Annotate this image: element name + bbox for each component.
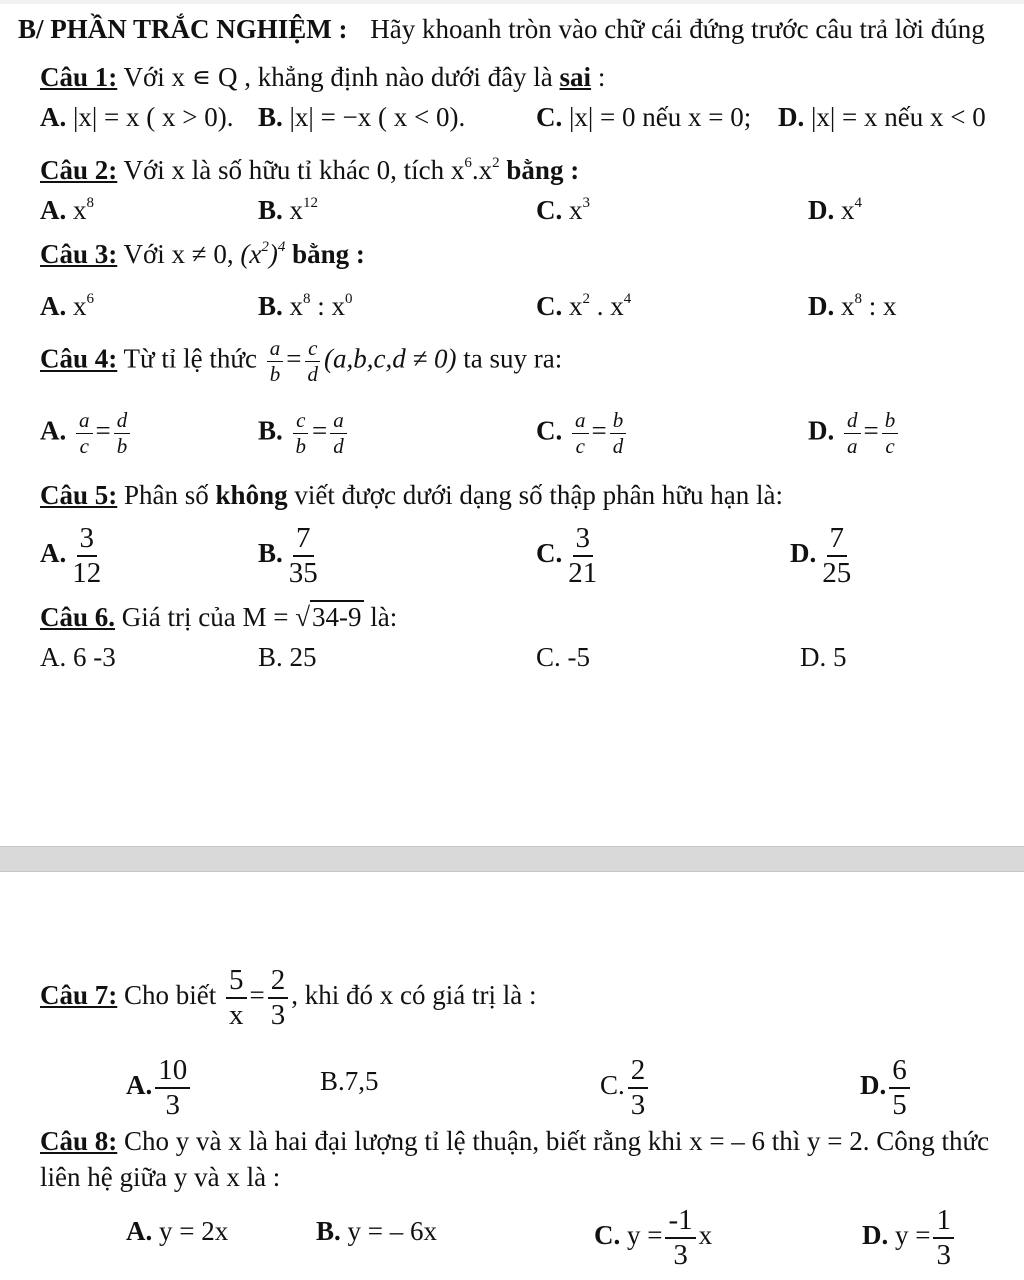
option-letter: A. — [40, 415, 67, 446]
question-text-end: bằng : — [292, 239, 365, 269]
page-divider — [0, 846, 1024, 872]
q7-option-a[interactable] — [126, 1056, 193, 1120]
q5-option-b[interactable] — [258, 524, 324, 588]
question-text: Từ tỉ lệ thức — [123, 343, 258, 374]
question-label: Câu 4: — [40, 343, 118, 374]
fraction: $\frac{a}{c}$ — [572, 410, 589, 457]
q8-option-d[interactable]: D. y = $\frac{1}{3}$ — [862, 1206, 957, 1270]
option-letter: C. — [536, 102, 563, 132]
q6-option-c[interactable] — [536, 640, 590, 674]
option-letter: C. — [536, 195, 563, 225]
option-letter: B. — [258, 642, 283, 672]
q7-option-c[interactable] — [600, 1056, 651, 1120]
question-text-end: viết được dưới dạng số thập phân hữu hạn là: — [294, 480, 783, 510]
condition: (a,b,c,d ≠ 0) — [324, 343, 457, 374]
q3-option-c[interactable]: C. $x^2$ . $x^4$ — [536, 291, 632, 321]
fraction: $\frac{6}{5}$ — [889, 1056, 910, 1120]
question-1 — [40, 60, 605, 94]
question-text: Phân số — [124, 480, 209, 510]
fraction: $\frac{7}{25}$ — [822, 522, 852, 589]
q3-option-a[interactable]: A. $x^6$ — [40, 291, 94, 321]
question-4: Câu 4: Từ tỉ lệ thức $\frac{a}{b}$ = $\frac{c}{d}$ (a,b,c,d ≠ 0) ta suy ra: — [40, 336, 563, 386]
q5-option-c[interactable] — [536, 524, 603, 588]
q7-option-d[interactable] — [860, 1056, 913, 1120]
option-text: y = – 6x — [347, 1216, 437, 1246]
scan-edge — [0, 0, 1024, 4]
option-text: |x| = −x ( x < 0). — [289, 102, 466, 132]
question-emphasis: không — [215, 480, 288, 510]
q2-option-c[interactable]: C. $x^3$ — [536, 195, 590, 225]
option-letter: C. — [536, 538, 563, 569]
question-label: Câu 1: — [40, 62, 118, 92]
q1-option-c[interactable] — [536, 100, 751, 134]
option-letter: B. — [320, 1066, 345, 1096]
question-text-end: là: — [370, 602, 398, 632]
option-letter: B. — [258, 415, 283, 446]
option-letter: B. — [258, 291, 283, 321]
question-text-end: liên hệ giữa y và x là : — [40, 1162, 281, 1192]
question-text: Cho biết — [124, 980, 217, 1011]
fraction: $\frac{1}{3}$ — [933, 1206, 954, 1270]
q6-option-a[interactable] — [40, 640, 116, 674]
question-label: Câu 7: — [40, 980, 118, 1011]
option-text: |x| = x ( x > 0). — [73, 102, 234, 132]
question-label: Câu 3: — [40, 239, 118, 269]
option-letter: D. — [808, 195, 835, 225]
option-text: |x| = x nếu x < 0 — [811, 102, 986, 132]
q4-option-b[interactable]: B. $\frac{c}{b}$ = $\frac{a}{d}$ — [258, 410, 350, 457]
option-letter: A. — [126, 1216, 153, 1246]
q2-option-a[interactable]: A. $x^8$ — [40, 195, 94, 225]
q2-option-d[interactable]: D. $x^4$ — [808, 195, 862, 225]
fraction: $\frac{a}{d}$ — [330, 410, 347, 457]
q6-option-d[interactable] — [800, 640, 847, 674]
fraction: $\frac{b}{d}$ — [610, 410, 627, 457]
option-letter: C. — [594, 1220, 621, 1251]
option-letter: D. — [862, 1220, 889, 1251]
q4-option-d[interactable]: D. $\frac{d}{a}$ = $\frac{b}{c}$ — [808, 410, 901, 457]
q1-option-d[interactable] — [778, 100, 986, 134]
fraction: $\frac{b}{c}$ — [882, 410, 899, 457]
section-header — [18, 12, 985, 46]
option-letter: B. — [258, 195, 283, 225]
option-letter: A. — [40, 195, 67, 225]
q8-option-b[interactable] — [316, 1214, 437, 1248]
question-8-line-2 — [40, 1160, 280, 1194]
option-text: y = 2x — [159, 1216, 229, 1246]
question-emphasis: sai — [559, 62, 592, 92]
power-expr: $(x^2)^4$ — [240, 239, 286, 269]
fraction: $\frac{d}{a}$ — [844, 410, 861, 457]
question-text: Với x ≠ 0, — [123, 239, 234, 269]
option-text: |x| = 0 nếu x = 0; — [569, 102, 752, 132]
q3-option-d[interactable]: D. $x^8$ : x — [808, 291, 897, 321]
option-text: 5 — [833, 642, 847, 672]
question-text-end: bằng : — [506, 155, 580, 185]
option-letter: C. — [600, 1070, 625, 1101]
instruction: Hãy khoanh tròn vào chữ cái đứng trước câu trả lời đúng — [370, 14, 985, 44]
fraction: $\frac{a}{c}$ — [76, 410, 93, 457]
q5-option-a[interactable] — [40, 524, 107, 588]
question-text: Với x là số hữu tỉ khác 0, tích — [123, 155, 445, 185]
option-letter: A. — [40, 291, 67, 321]
option-letter: D. — [790, 538, 817, 569]
question-text-end: : — [597, 62, 606, 92]
question-text-end: ta suy ra: — [463, 343, 563, 374]
fraction: $\frac{3}{12}$ — [72, 522, 102, 589]
question-text: Cho y và x là hai đại lượng tỉ lệ thuận, biết rằng khi x = – 6 thì y = 2. Công thức — [124, 1126, 990, 1156]
option-letter: C. — [536, 291, 563, 321]
q6-option-b[interactable] — [258, 640, 317, 674]
product-expr: $x^6.x^2$ — [450, 155, 500, 185]
question-8 — [40, 1124, 989, 1158]
option-text: 25 — [289, 642, 317, 672]
option-letter: C. — [536, 415, 563, 446]
question-2 — [40, 146, 579, 187]
q8-option-c[interactable]: C. y = $\frac{-1}{3}$ x — [594, 1204, 713, 1271]
section-title: B/ PHẦN TRẮC NGHIỆM : — [18, 14, 348, 44]
question-5 — [40, 478, 783, 512]
question-label: Câu 8: — [40, 1126, 118, 1156]
option-letter: D. — [860, 1070, 887, 1101]
q8-option-a[interactable] — [126, 1214, 228, 1248]
option-letter: A. — [40, 102, 67, 132]
fraction: $\frac{2}{3}$ — [628, 1056, 649, 1120]
q2-option-b[interactable]: B. $x^{12}$ — [258, 195, 319, 225]
fraction: $\frac{a}{b}$ — [267, 338, 284, 385]
option-letter: B. — [316, 1216, 341, 1246]
fraction: $\frac{-1}{3}$ — [665, 1206, 695, 1270]
question-label: Câu 6. — [40, 602, 116, 632]
option-letter: A. — [40, 642, 67, 672]
option-text: 6 -3 — [73, 642, 116, 672]
fraction: $\frac{5}{x}$ — [226, 966, 247, 1030]
q1-option-a[interactable] — [40, 100, 234, 134]
q7-option-b[interactable] — [320, 1064, 379, 1098]
q5-option-d[interactable] — [790, 524, 857, 588]
question-6 — [40, 600, 397, 634]
fraction: $\frac{d}{b}$ — [114, 410, 131, 457]
fraction: $\frac{3}{21}$ — [568, 522, 598, 589]
fraction: $\frac{c}{d}$ — [305, 338, 322, 385]
question-3 — [40, 230, 365, 271]
question-label: Câu 5: — [40, 480, 118, 510]
fraction: $\frac{2}{3}$ — [268, 966, 289, 1030]
fraction: $\frac{c}{b}$ — [293, 410, 310, 457]
option-letter: B. — [258, 102, 283, 132]
question-7: Câu 7: Cho biết $\frac{5}{x}$ = $\frac{2}{3}$ , khi đó x có giá trị là : — [40, 964, 537, 1031]
fraction: $\frac{7}{35}$ — [288, 522, 318, 589]
option-letter: A. — [126, 1070, 153, 1101]
option-letter: D. — [800, 642, 827, 672]
option-letter: A. — [40, 538, 67, 569]
q4-option-c[interactable]: C. $\frac{a}{c}$ = $\frac{b}{d}$ — [536, 410, 629, 457]
fraction: $\frac{10}{3}$ — [155, 1056, 190, 1120]
question-text: Giá trị của M = — [121, 602, 289, 632]
option-letter: D. — [778, 102, 805, 132]
option-letter: C. — [536, 642, 561, 672]
option-letter: B. — [258, 538, 283, 569]
question-text: Với x ∊ Q , khẳng định nào dưới đây là — [123, 62, 553, 92]
option-text: -5 — [567, 642, 591, 672]
question-label: Câu 2: — [40, 155, 118, 185]
sqrt-expr: √34-9 — [295, 602, 362, 632]
option-letter: D. — [808, 291, 835, 321]
option-text: 7,5 — [344, 1066, 379, 1096]
q1-option-b[interactable] — [258, 100, 465, 134]
q4-option-a[interactable]: A. $\frac{a}{c}$ = $\frac{d}{b}$ — [40, 410, 133, 457]
question-text-end: , khi đó x có giá trị là : — [291, 980, 537, 1011]
q3-option-b[interactable]: B. $x^8$ : $x^0$ — [258, 291, 353, 321]
option-letter: D. — [808, 415, 835, 446]
